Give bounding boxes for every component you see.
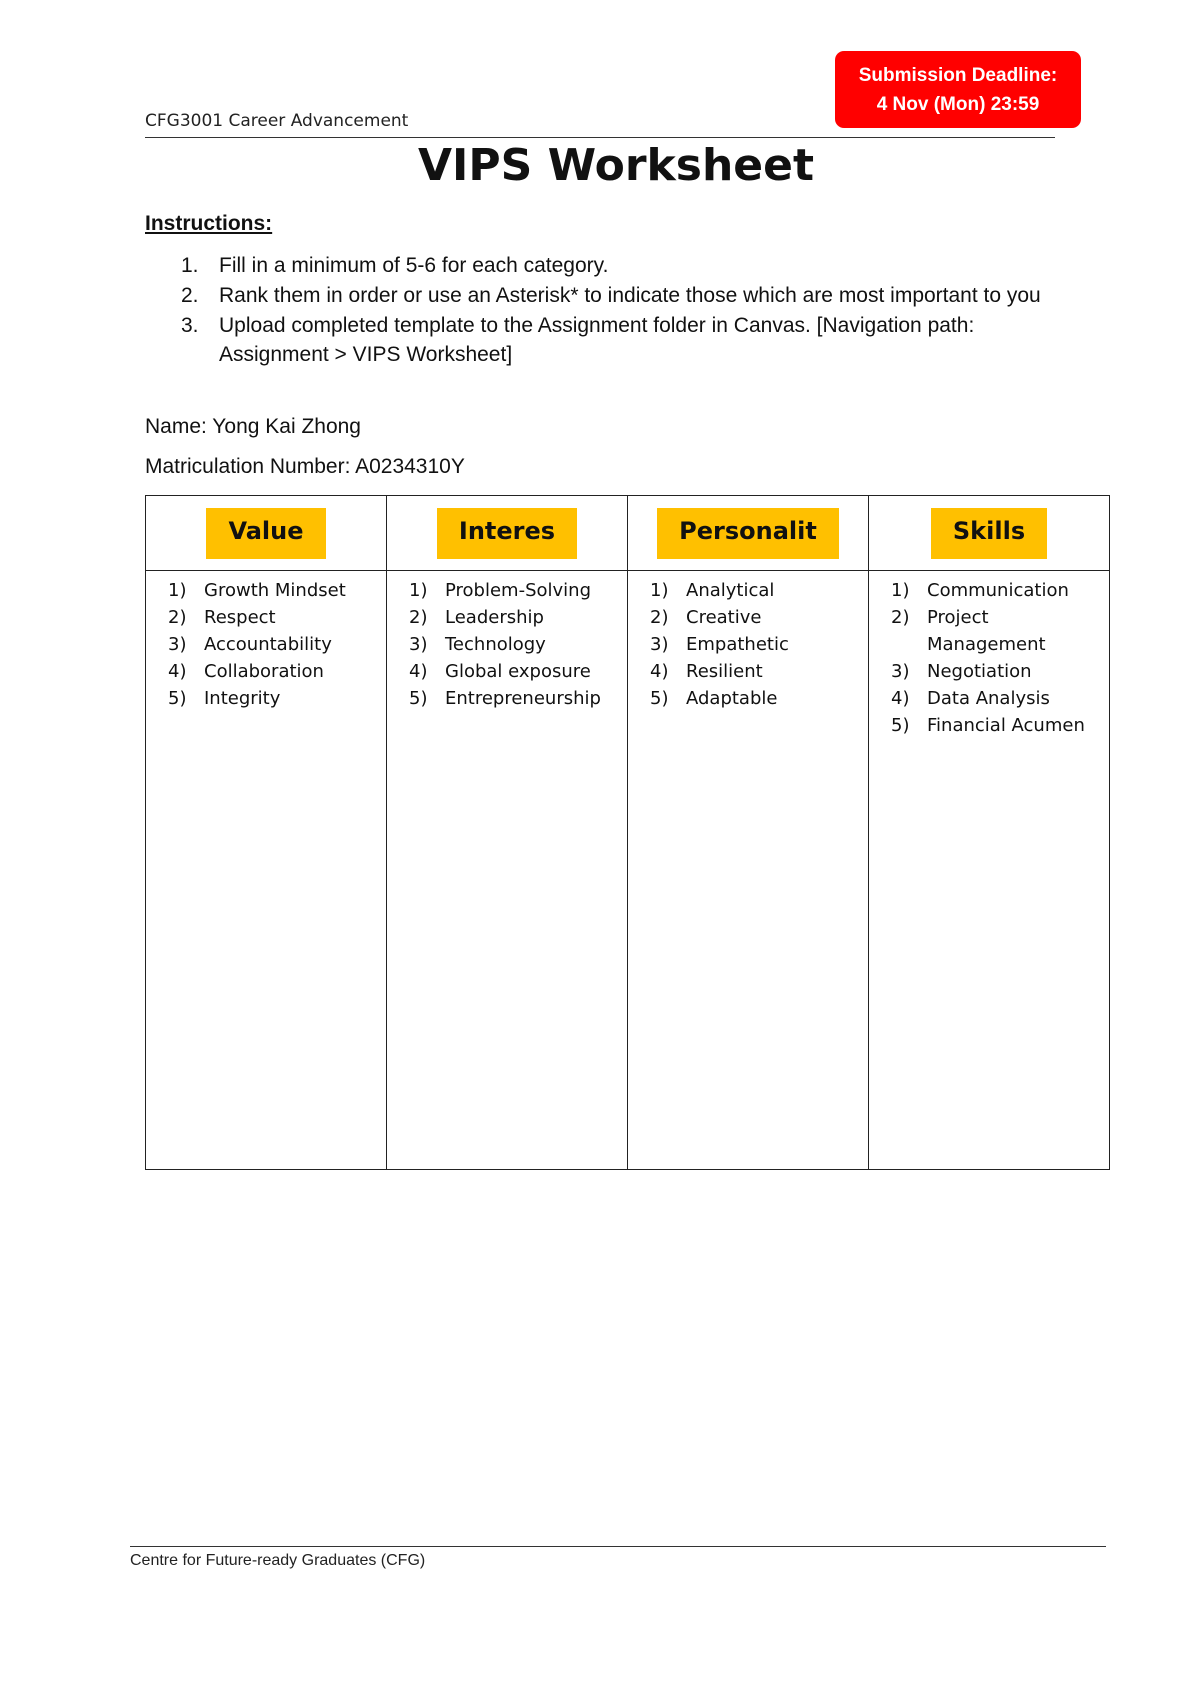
list-item-number: 5) — [650, 688, 669, 709]
deadline-date: 4 Nov (Mon) 23:59 — [876, 94, 1040, 115]
skills-list — [869, 571, 1109, 739]
list-item-number: 4) — [168, 661, 187, 682]
student-name: Name: Yong Kai Zhong — [145, 415, 361, 438]
instruction-number: 2. — [181, 284, 199, 307]
list-item — [628, 577, 868, 604]
list-item-text: Respect — [204, 607, 276, 628]
list-item-text: Integrity — [204, 688, 281, 709]
personality-header-cell — [628, 496, 869, 571]
value-list-cell — [146, 571, 387, 1170]
instructions-label: Instructions: — [145, 212, 273, 235]
instruction-text: Fill in a minimum of 5-6 for each category. — [219, 254, 609, 277]
list-item-text: Collaboration — [204, 661, 324, 682]
vips-content-row — [146, 571, 1110, 1170]
vips-header-row — [146, 496, 1110, 571]
list-item-text: Financial Acumen — [927, 715, 1085, 736]
list-item — [146, 577, 386, 604]
list-item-text: Entrepreneurship — [445, 688, 601, 709]
footer-text: Centre for Future-ready Graduates (CFG) — [130, 1552, 426, 1569]
submission-deadline-box — [835, 51, 1081, 128]
list-item — [387, 685, 627, 712]
list-item — [869, 658, 1109, 685]
list-item-number: 1) — [650, 580, 669, 601]
list-item — [869, 712, 1109, 739]
list-item — [628, 604, 868, 631]
list-item-number: 3) — [891, 661, 910, 682]
list-item-number: 3) — [168, 634, 187, 655]
list-item-text: Analytical — [686, 580, 775, 601]
list-item-number: 4) — [650, 661, 669, 682]
list-item-text: Problem-Solving — [445, 580, 592, 601]
list-item-number: 2) — [891, 607, 910, 628]
deadline-label: Submission Deadline: — [858, 65, 1058, 86]
list-item-number: 1) — [891, 580, 910, 601]
value-header-cell — [146, 496, 387, 571]
skills-list-cell — [869, 571, 1110, 1170]
list-item-number: 5) — [409, 688, 428, 709]
instructions-list — [145, 251, 1045, 370]
list-item-number: 2) — [168, 607, 187, 628]
instruction-item — [145, 311, 1045, 369]
list-item — [869, 685, 1109, 712]
course-header: CFG3001 Career Advancement — [145, 111, 409, 131]
header-rule — [145, 137, 1055, 138]
list-item-text: Creative — [686, 607, 762, 628]
list-item — [387, 577, 627, 604]
list-item — [628, 685, 868, 712]
list-item-number: 4) — [409, 661, 428, 682]
page-title: VIPS Worksheet — [417, 140, 815, 191]
list-item-text: Leadership — [445, 607, 544, 628]
interests-list — [387, 571, 627, 712]
list-item — [387, 604, 627, 631]
instruction-text: Upload completed template to the Assignment folder in Canvas. [Navigation path: Assignment > VIPS Worksheet] — [219, 314, 975, 366]
list-item — [146, 685, 386, 712]
list-item-number: 3) — [650, 634, 669, 655]
list-item — [146, 604, 386, 631]
list-item-text: Empathetic — [686, 634, 789, 655]
list-item-number: 5) — [891, 715, 910, 736]
list-item-text: Technology — [445, 634, 546, 655]
list-item-text: Adaptable — [686, 688, 778, 709]
list-item — [146, 658, 386, 685]
instruction-number: 3. — [181, 314, 199, 337]
skills-category-label: Skills — [931, 508, 1047, 559]
list-item-text: Accountability — [204, 634, 332, 655]
vips-table — [145, 495, 1110, 1170]
list-item-text: Communication — [927, 580, 1069, 601]
list-item-number: 1) — [409, 580, 428, 601]
list-item — [628, 631, 868, 658]
list-item — [146, 631, 386, 658]
list-item — [628, 658, 868, 685]
instruction-item — [145, 251, 1045, 280]
personality-list-cell — [628, 571, 869, 1170]
list-item — [387, 631, 627, 658]
list-item-text: Data Analysis — [927, 688, 1050, 709]
instruction-number: 1. — [181, 254, 199, 277]
list-item-number: 5) — [168, 688, 187, 709]
list-item-number: 2) — [409, 607, 428, 628]
skills-header-cell — [869, 496, 1110, 571]
list-item-number: 4) — [891, 688, 910, 709]
list-item-text: Project Management — [927, 607, 1046, 655]
value-list — [146, 571, 386, 712]
list-item-number: 2) — [650, 607, 669, 628]
interests-category-label: Interes — [437, 508, 577, 559]
instruction-text: Rank them in order or use an Asterisk* to indicate those which are most important to you — [219, 284, 1041, 307]
list-item-text: Negotiation — [927, 661, 1032, 682]
list-item-text: Growth Mindset — [204, 580, 346, 601]
list-item — [869, 577, 1109, 604]
list-item-text: Global exposure — [445, 661, 591, 682]
list-item-number: 3) — [409, 634, 428, 655]
list-item — [869, 604, 1109, 658]
instruction-item — [145, 281, 1045, 310]
footer-rule — [130, 1546, 1106, 1547]
matriculation-number: Matriculation Number: A0234310Y — [145, 455, 465, 478]
personality-list — [628, 571, 868, 712]
list-item-text: Resilient — [686, 661, 763, 682]
personality-category-label: Personalit — [657, 508, 839, 559]
list-item — [387, 658, 627, 685]
value-category-label: Value — [206, 508, 325, 559]
list-item-number: 1) — [168, 580, 187, 601]
interests-header-cell — [387, 496, 628, 571]
interests-list-cell — [387, 571, 628, 1170]
